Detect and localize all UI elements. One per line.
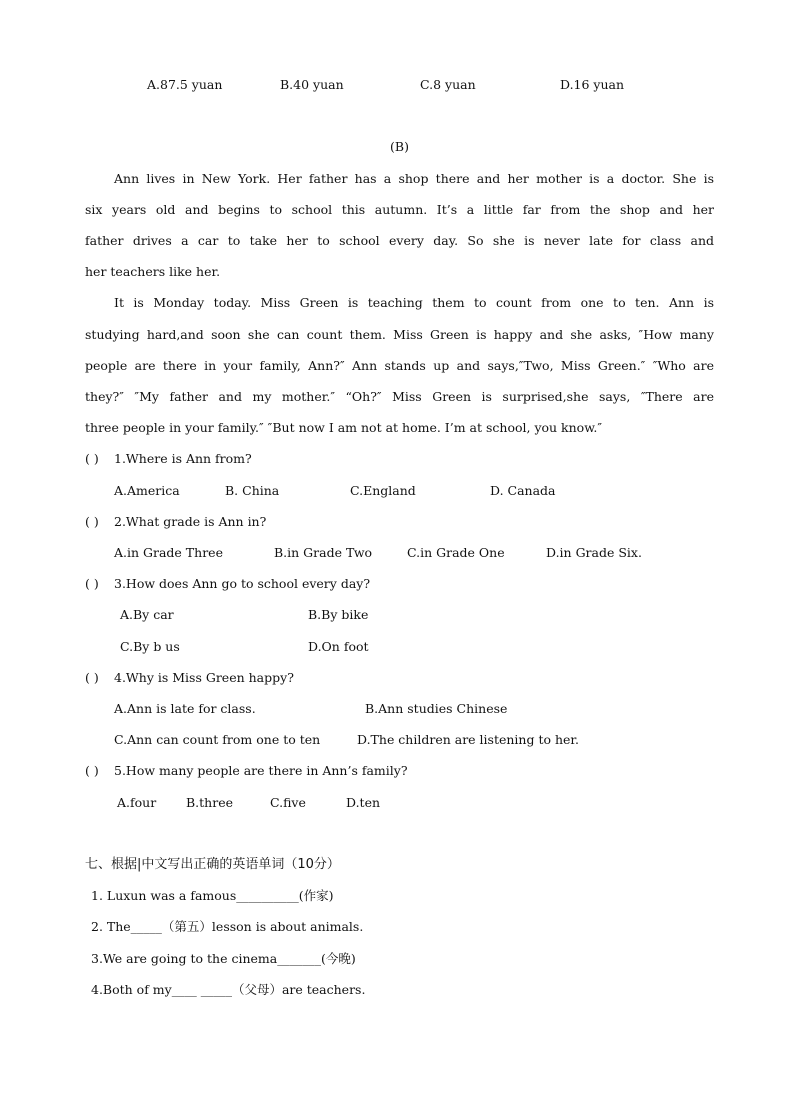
passage-line: her teachers like her. — [85, 264, 221, 279]
question-option: A.four — [117, 795, 157, 810]
section-title: 七、根据|中文写出正确的英语单词（10分） — [85, 857, 340, 872]
question-option: D. Canada — [490, 483, 556, 498]
question-option: D.in Grade Six. — [546, 545, 642, 560]
question-text: 1.Where is Ann from? — [114, 451, 252, 466]
question-text: 3.How does Ann go to school every day? — [114, 576, 371, 591]
answer-bracket[interactable]: ( ) — [85, 576, 99, 591]
option-c: C.8 yuan — [420, 77, 476, 92]
answer-bracket[interactable]: ( ) — [85, 451, 99, 466]
question-option: C.By b us — [120, 639, 180, 654]
passage-heading: (B) — [390, 139, 409, 154]
question-option: B.three — [186, 795, 234, 810]
question-option: B.in Grade Two — [274, 545, 373, 560]
question-option: C.Ann can count from one to ten — [114, 732, 321, 747]
question-option: C.five — [270, 795, 306, 810]
passage-line: Ann lives in New York. Her father has a shop there and her mother is a doctor. She is — [114, 171, 714, 186]
passage-line: father drives a car to take her to school every day. So she is never late for class and — [85, 233, 714, 248]
passage-line: studying hard,and soon she can count them. Miss Green is happy and she asks, ″How many — [85, 327, 714, 342]
question-option: A.Ann is late for class. — [114, 701, 256, 716]
question-option: C.England — [350, 483, 416, 498]
passage-line: six years old and begins to school this autumn. It’s a little far from the shop and her — [85, 202, 714, 217]
option-a: A.87.5 yuan — [147, 77, 223, 92]
passage-line: three people in your family.″ ″But now I am not at home. I’m at school, you know.″ — [85, 420, 603, 435]
question-option: B. China — [225, 483, 280, 498]
passage-line: It is Monday today. Miss Green is teaching them to count from one to ten. Ann is — [114, 295, 714, 310]
question-text: 2.What grade is Ann in? — [114, 514, 267, 529]
answer-bracket[interactable]: ( ) — [85, 763, 99, 778]
fill-blank-item[interactable]: 4.Both of my____ _____（父母）are teachers. — [91, 982, 366, 997]
question-option: D.On foot — [308, 639, 369, 654]
option-d: D.16 yuan — [560, 77, 625, 92]
question-option: B.By bike — [308, 607, 369, 622]
fill-blank-item[interactable]: 2. The_____（第五）lesson is about animals. — [91, 919, 364, 934]
question-option: D.The children are listening to her. — [357, 732, 580, 747]
question-text: 4.Why is Miss Green happy? — [114, 670, 294, 685]
passage-line: people are there in your family, Ann?″ Ann stands up and says,″Two, Miss Green.″ ″Who are — [85, 358, 714, 373]
passage-line: they?″ ″My father and my mother.″ “Oh?″ Miss Green is surprised,she says, ″There are — [85, 389, 714, 404]
question-option: A.in Grade Three — [114, 545, 223, 560]
fill-blank-item[interactable]: 3.We are going to the cinema_______(今晚) — [91, 951, 356, 966]
question-option: A.By car — [120, 607, 174, 622]
question-option: B.Ann studies Chinese — [365, 701, 508, 716]
answer-bracket[interactable]: ( ) — [85, 514, 99, 529]
fill-blank-item[interactable]: 1. Luxun was a famous__________(作家) — [91, 888, 334, 903]
question-option: A.America — [114, 483, 180, 498]
answer-bracket[interactable]: ( ) — [85, 670, 99, 685]
question-option: D.ten — [346, 795, 381, 810]
question-text: 5.How many people are there in Ann’s family? — [114, 763, 408, 778]
question-option: C.in Grade One — [407, 545, 505, 560]
option-b: B.40 yuan — [280, 77, 344, 92]
